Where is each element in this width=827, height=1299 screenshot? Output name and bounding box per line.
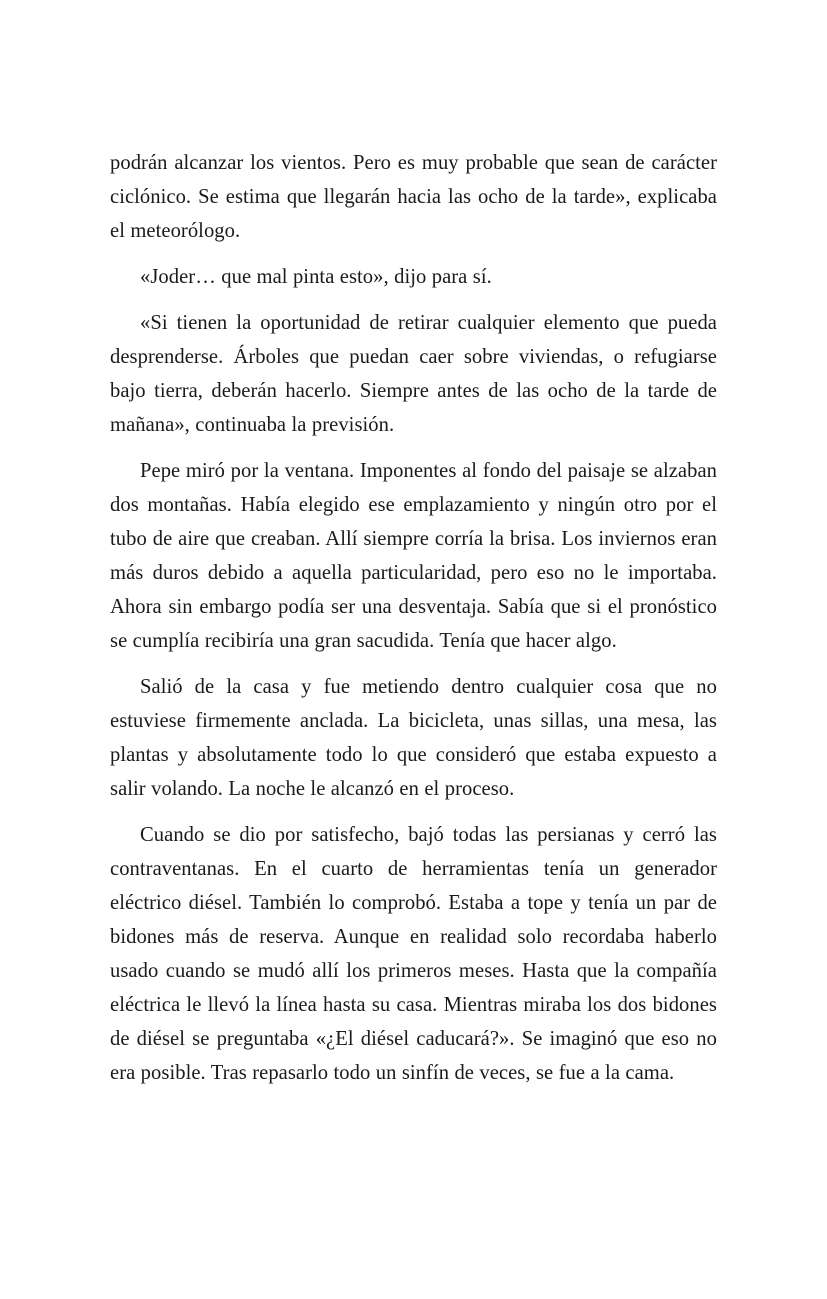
- page-text-block: [110, 146, 717, 1090]
- paragraph: podrán alcanzar los vientos. Pero es muy probable que sean de carácter ciclónico. Se estima que llegarán hacia las ocho de la tarde», explicaba el meteorólogo.: [110, 152, 717, 242]
- paragraph: «Joder… que mal pinta esto», dijo para sí.: [140, 266, 492, 288]
- paragraph: Cuando se dio por satisfecho, bajó todas las persianas y cerró las contraventanas. En el cuarto de herramientas tenía un generador eléctrico diésel. También lo comprobó. Estaba a tope y tenía un par de bidones más de reserva. Aunque en realidad solo recordaba haberlo usado cuando se mudó allí los primeros meses. Hasta que la compañía eléctrica le llevó la línea hasta su casa. Mientras miraba los dos bidones de diésel se preguntaba «¿El diésel caducará?». Se imaginó que eso no era posible. Tras repasarlo todo un sinfín de veces, se fue a la cama.: [110, 824, 717, 1084]
- paragraph: Pepe miró por la ventana. Imponentes al fondo del paisaje se alzaban dos montañas. Había elegido ese emplazamiento y ningún otro por el tubo de aire que creaban. Allí siempre corría la brisa. Los inviernos eran más duros debido a aquella particularidad, pero eso no le importaba. Ahora sin embargo podía ser una desventaja. Sabía que si el pronóstico se cumplía recibiría una gran sacudida. Tenía que hacer algo.: [110, 460, 717, 652]
- paragraph: Salió de la casa y fue metiendo dentro cualquier cosa que no estuviese firmemente anclada. La bicicleta, unas sillas, una mesa, las plantas y absolutamente todo lo que consideró que estaba expuesto a salir volando. La noche le alcanzó en el proceso.: [110, 676, 717, 800]
- paragraph: «Si tienen la oportunidad de retirar cualquier elemento que pueda desprenderse. Árboles que puedan caer sobre viviendas, o refugiarse bajo tierra, deberán hacerlo. Siempre antes de las ocho de la tarde de mañana», continuaba la previsión.: [110, 312, 717, 436]
